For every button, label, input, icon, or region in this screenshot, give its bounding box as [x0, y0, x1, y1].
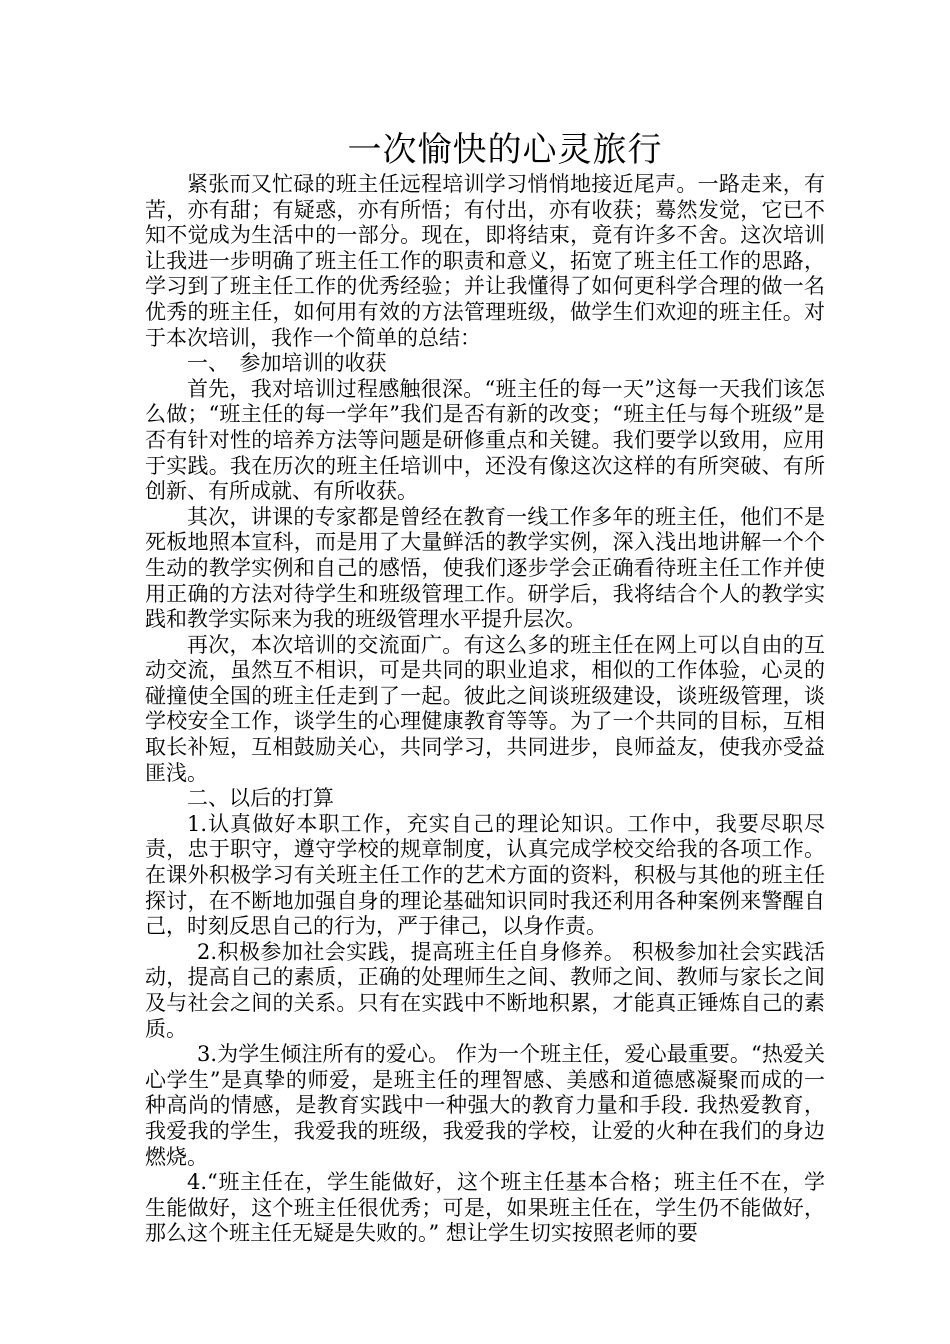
- intro-paragraph: 紧张而又忙碌的班主任远程培训学习悄悄地接近尾声。一路走来，有苦，亦有甜；有疑惑，亦有所悟；有付出，亦有收获；蓦然发觉，它已不知不觉成为生活中的一部分。现在，即将结束，竟有许多不舍。这次培训让我进一步明确了班主任工作的职责和意义，拓宽了班主任工作的思路，学习到了班主任工作的优秀经验；并让我懂得了如何更科学合理的做一名优秀的班主任，如何用有效的方法管理班级，做学生们欢迎的班主任。对于本次培训，我作一个简单的总结：: [145, 172, 825, 350]
- plan-item-2: 2.积极参加社会实践，提高班主任自身修养。 积极参加社会实践活动，提高自己的素质，正确的处理师生之间、教师之间、教师与家长之间及与社会之间的关系。只有在实践中不断地积累，才能真正锤炼自己的素质。: [145, 939, 825, 1041]
- paragraph-third: 再次，本次培训的交流面广。有这么多的班主任在网上可以自由的互动交流，虽然互不相识，可是共同的职业追求，相似的工作体验，心灵的碰撞使全国的班主任走到了一起。彼此之间谈班级建设，谈班级管理，谈学校安全工作，谈学生的心理健康教育等等。为了一个共同的目标，互相取长补短，互相鼓励关心，共同学习，共同进步，良师益友，使我亦受益匪浅。: [145, 632, 825, 785]
- document-title: 一次愉快的心灵旅行: [347, 130, 663, 170]
- document-body: [145, 172, 825, 1247]
- paragraph-first: 首先，我对培训过程感触很深。“班主任的每一天”这每一天我们该怎么做；“班主任的每一学年”我们是否有新的改变；“班主任与每个班级”是否有针对性的培养方法等问题是研修重点和关键。我们要学以致用，应用于实践。我在历次的班主任培训中，还没有像这次这样的有所突破、有所创新、有所成就、有所收获。: [145, 376, 825, 504]
- paragraph-second: 其次，讲课的专家都是曾经在教育一线工作多年的班主任，他们不是死板地照本宣科，而是用了大量鲜活的教学实例，深入浅出地讲解一个个生动的教学实例和自己的感悟，使我们逐步学会正确看待班主任工作并使用正确的方法对待学生和班级管理工作。研学后，我将结合个人的教学实践和教学实际来为我的班级管理水平提升层次。: [145, 504, 825, 632]
- plan-item-3: 3.为学生倾注所有的爱心。 作为一个班主任，爱心最重要。“热爱关心学生”是真挚的师爱，是班主任的理智感、美感和道德感凝聚而成的一种高尚的情感，是教育实践中一种强大的教育力量和手段. 我热爱教育，我爱我的学生，我爱我的班级，我爱我的学校，让爱的火种在我们的身边燃烧。: [145, 1042, 825, 1169]
- section-heading-gains: 一、 参加培训的收获: [187, 351, 387, 376]
- plan-item-4: 4.“班主任在，学生能做好，这个班主任基本合格；班主任不在，学生能做好，这个班主任很优秀；可是，如果班主任在，学生仍不能做好，那么这个班主任无疑是失败的。” 想让学生切实按照老师的要: [145, 1170, 825, 1246]
- section-heading-plans: 二、以后的打算: [187, 786, 334, 811]
- plan-item-1: 1.认真做好本职工作，充实自己的理论知识。工作中，我要尽职尽责，忠于职守，遵守学校的规章制度，认真完成学校交给我的各项工作。在课外积极学习有关班主任工作的艺术方面的资料，积极与其他的班主任探讨，在不断地加强自身的理论基础知识同时我还利用各种案例来警醒自己，时刻反思自己的行为，严于律己，以身作责。: [145, 811, 825, 939]
